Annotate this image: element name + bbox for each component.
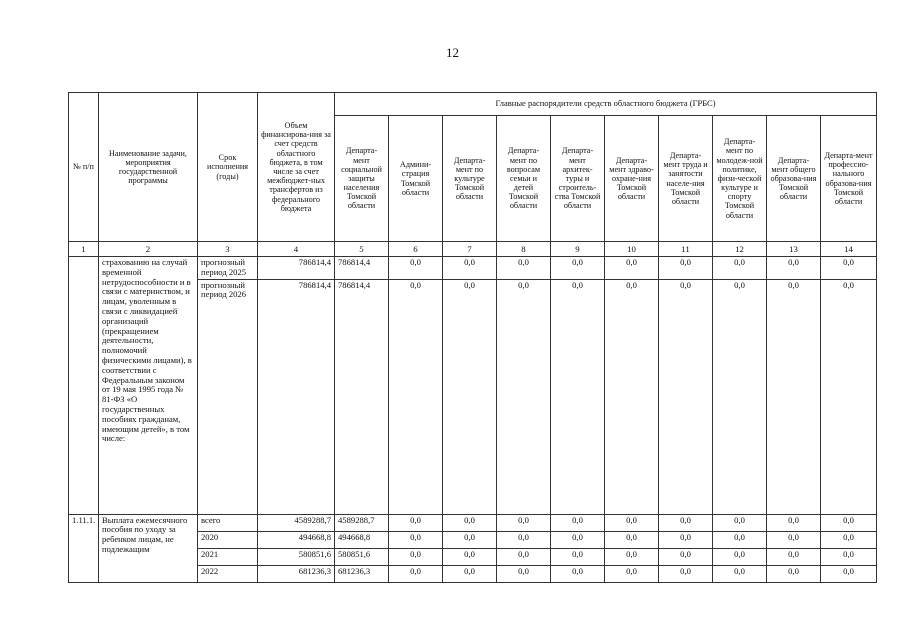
column-number: 9: [551, 242, 605, 257]
row-value: 0,0: [605, 257, 659, 280]
row-value: 0,0: [389, 565, 443, 582]
column-number: 7: [443, 242, 497, 257]
row-value: 0,0: [767, 279, 821, 514]
row-value: 0,0: [821, 257, 877, 280]
header-grbs-youth: Департа-мент по молодеж-ной политике, физи-ческой культуре и спорту Томской области: [713, 116, 767, 242]
row-value: 580851,6: [335, 548, 389, 565]
row-value: 0,0: [605, 548, 659, 565]
row-value: 0,0: [713, 257, 767, 280]
column-number: 4: [258, 242, 335, 257]
header-grbs-title: Главные распорядители средств областного бюджета (ГРБС): [335, 93, 877, 116]
budget-table: [68, 92, 877, 583]
row-value: 0,0: [767, 514, 821, 531]
row-value: 0,0: [713, 531, 767, 548]
header-grbs-architecture: Департа-мент архитек-туры и строитель-ства Томской области: [551, 116, 605, 242]
row-value: 0,0: [443, 257, 497, 280]
row-value: 0,0: [605, 279, 659, 514]
row-total: 786814,4: [258, 257, 335, 280]
column-number: 10: [605, 242, 659, 257]
column-number: 1: [69, 242, 99, 257]
row-value: 0,0: [767, 548, 821, 565]
row-value: 0,0: [551, 531, 605, 548]
column-number: 8: [497, 242, 551, 257]
row-value: 0,0: [659, 548, 713, 565]
row-value: 786814,4: [335, 279, 389, 514]
row-value: 0,0: [713, 514, 767, 531]
row-value: 0,0: [551, 565, 605, 582]
row-total: 494668,8: [258, 531, 335, 548]
row-period: 2020: [198, 531, 258, 548]
row-value: 0,0: [551, 279, 605, 514]
row-value: 0,0: [443, 548, 497, 565]
row-value: 0,0: [497, 279, 551, 514]
row-value: 0,0: [659, 257, 713, 280]
row-value: 0,0: [821, 514, 877, 531]
row-value: 0,0: [605, 565, 659, 582]
row-value: 0,0: [443, 565, 497, 582]
row-value: 0,0: [605, 531, 659, 548]
header-grbs-administration: Админи-страция Томской области: [389, 116, 443, 242]
row-value: 0,0: [389, 257, 443, 280]
row-value: 0,0: [389, 548, 443, 565]
row-period: прогнозный период 2025: [198, 257, 258, 280]
column-number: 6: [389, 242, 443, 257]
column-number: 2: [99, 242, 198, 257]
row-value: 0,0: [443, 531, 497, 548]
header-grbs-general-education: Департа-мент общего образова-ния Томской области: [767, 116, 821, 242]
header-grbs-labor: Департа-мент труда и занятости населе-ния Томской области: [659, 116, 713, 242]
row-value: 0,0: [767, 565, 821, 582]
row-value: 786814,4: [335, 257, 389, 280]
header-name: Наименование задачи, мероприятия государственной программы: [99, 93, 198, 242]
header-grbs-culture: Департа-мент по культуре Томской области: [443, 116, 497, 242]
row-value: 681236,3: [335, 565, 389, 582]
column-number: 14: [821, 242, 877, 257]
row-period: 2021: [198, 548, 258, 565]
row-value: 494668,8: [335, 531, 389, 548]
row-value: 0,0: [659, 531, 713, 548]
row-value: 0,0: [713, 565, 767, 582]
row-value: 0,0: [659, 279, 713, 514]
row-value: 0,0: [389, 279, 443, 514]
column-number: 3: [198, 242, 258, 257]
row-value: 0,0: [821, 279, 877, 514]
column-number: 5: [335, 242, 389, 257]
row-name: страхованию на случай временной нетрудоспособности и в связи с материнством, и лицам, уволенным в связи с ликвидацией организаций (прекращением деятельности, полномочий физическими лицами), в соответствии с Федеральным законом от 19 мая 1995 года № 81-ФЗ «О государственных пособиях гражданам, имеющим детей», в том числе:: [99, 257, 198, 515]
row-value: 0,0: [497, 514, 551, 531]
row-value: 0,0: [821, 548, 877, 565]
table-row: [69, 257, 877, 280]
row-value: 0,0: [659, 514, 713, 531]
row-value: 0,0: [443, 279, 497, 514]
row-period: прогнозный период 2026: [198, 279, 258, 514]
header-grbs-health: Департа-мент здраво-охране-ния Томской области: [605, 116, 659, 242]
row-period: 2022: [198, 565, 258, 582]
header-grbs-social: Департа-мент социальной защиты населения Томской области: [335, 116, 389, 242]
row-total: 681236,3: [258, 565, 335, 582]
column-number: 13: [767, 242, 821, 257]
row-value: 0,0: [713, 548, 767, 565]
row-value: 0,0: [389, 514, 443, 531]
row-value: 4589288,7: [335, 514, 389, 531]
column-number: 12: [713, 242, 767, 257]
row-name: Выплата ежемесячного пособия по уходу за ребенком лицам, не подлежащим: [99, 514, 198, 582]
row-value: 0,0: [821, 531, 877, 548]
row-total: 580851,6: [258, 548, 335, 565]
row-total: 786814,4: [258, 279, 335, 514]
row-value: 0,0: [443, 514, 497, 531]
row-value: 0,0: [551, 548, 605, 565]
row-value: 0,0: [497, 257, 551, 280]
header-grbs-family: Департа-мент по вопросам семьи и детей Томской области: [497, 116, 551, 242]
row-value: 0,0: [497, 565, 551, 582]
page-number: 12: [446, 45, 459, 60]
header-volume: Объем финансирова-ния за счет средств областного бюджета, в том числе за счет межбюджет-ных трансфертов из федерального бюджета: [258, 93, 335, 242]
row-total: 4589288,7: [258, 514, 335, 531]
row-value: 0,0: [821, 565, 877, 582]
table-row: [69, 514, 877, 531]
row-value: 0,0: [767, 257, 821, 280]
row-value: 0,0: [659, 565, 713, 582]
header-grbs-professional-education: Департа-мент профессио-нального образова-ния Томской области: [821, 116, 877, 242]
row-number: 1.11.1.: [69, 514, 99, 582]
row-value: 0,0: [605, 514, 659, 531]
header-num: № п/п: [69, 93, 99, 242]
row-value: 0,0: [713, 279, 767, 514]
column-number: 11: [659, 242, 713, 257]
row-value: 0,0: [389, 531, 443, 548]
header-term: Срок исполнения (годы): [198, 93, 258, 242]
row-value: 0,0: [767, 531, 821, 548]
row-value: 0,0: [497, 531, 551, 548]
column-numbers-row: [69, 242, 877, 257]
row-period: всего: [198, 514, 258, 531]
row-value: 0,0: [551, 257, 605, 280]
row-value: 0,0: [497, 548, 551, 565]
row-value: 0,0: [551, 514, 605, 531]
row-number-cell: [69, 257, 99, 515]
